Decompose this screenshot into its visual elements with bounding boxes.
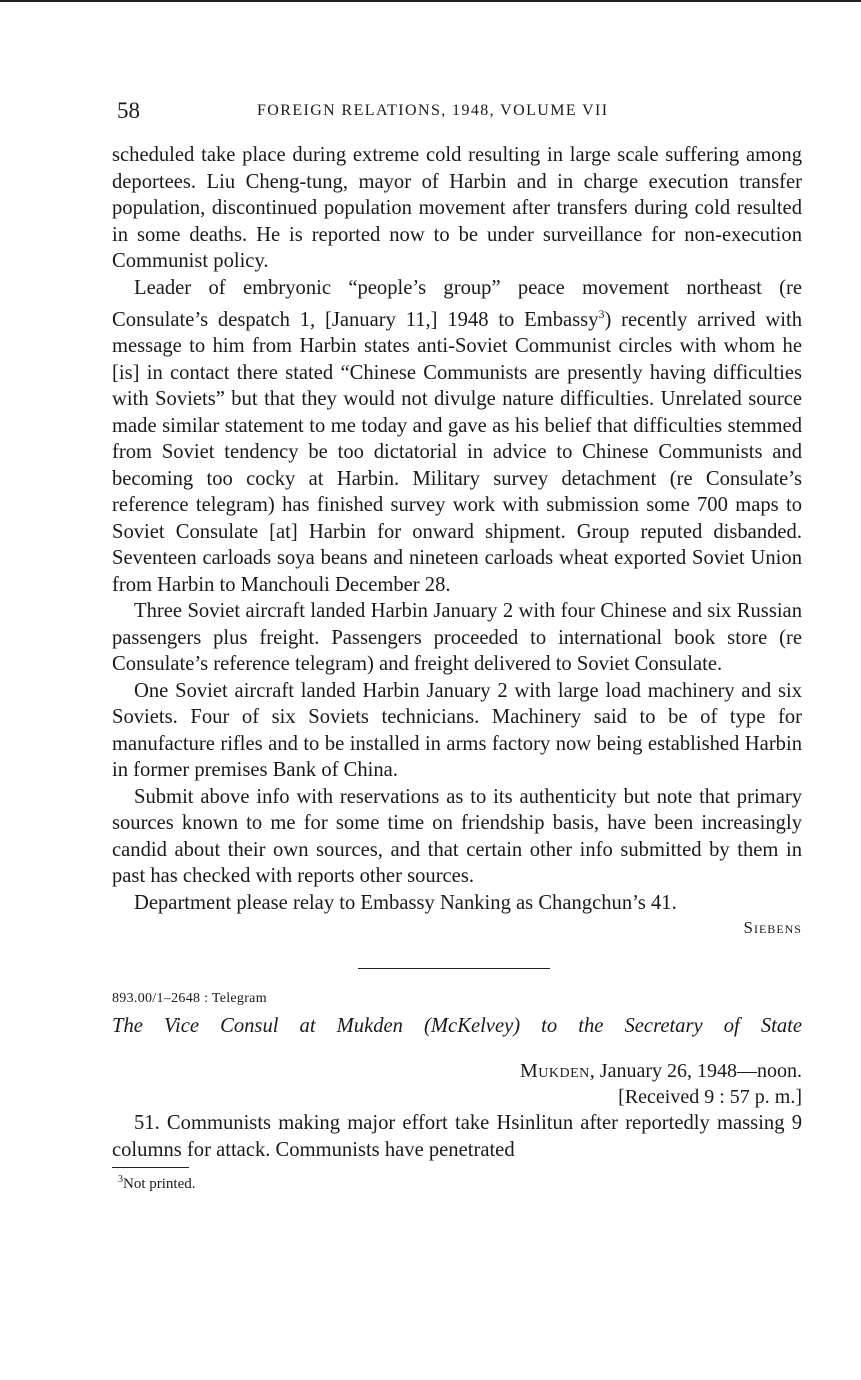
document-title: The Vice Consul at Mukden (McKelvey) to the Secretary of State [112,1015,802,1038]
dateline-place: Mukden [520,1060,590,1083]
paragraph-2-part-b: ) recently arrived with message to him from Harbin states anti-Soviet Communist circles with whom he [is] in contact there stated “Chinese Communists are presently having difficulties with Soviets” but that they would not divulge nature difficulties. Unrelated source made similar statement to me today and gave as his belief that difficulties stemmed from Soviet tendency be too dictatorial in advice to Chinese Communists and becoming too cocky at Harbin. Military survey detachment (re Consulate’s reference telegram) has finished survey work with submission some 700 maps to Soviet Consulate [at] Harbin for onward shipment. Group reputed disbanded. Seventeen carloads soya beans and nineteen carloads wheat exported Soviet Union from Harbin to Manchouli December 28. [112,308,802,596]
paragraph-5: Submit above info with reservations as to its authenticity but note that primary sources known to me for some time on friendship basis, have been increasingly candid about their own sources, and that certain other info submitted by them in past has checked with reports other sources. [112,785,802,888]
dateline-time: , January 26, 1948—noon. [589,1060,802,1083]
footnote [118,1174,802,1193]
signature: Siebens [743,918,802,938]
page [112,98,802,1193]
page-header [112,98,802,128]
paragraph-2 [112,275,802,599]
paragraph-4: One Soviet aircraft landed Harbin January 2 with large load machinery and six Soviets. Four of six Soviets technicians. Machinery said to be of type for manufacture rifles and to be installed in arms factory now being established Harbin in former premises Bank of China. [112,679,802,782]
telegram-body [112,142,802,940]
file-reference: 893.00/1–2648 : Telegram [112,991,267,1007]
running-head: FOREIGN RELATIONS, 1948, VOLUME VII [257,102,609,119]
section-divider [358,968,550,969]
received-time: [Received 9 : 57 p. m.] [618,1086,802,1109]
footnote-text: Not printed. [123,1176,196,1193]
footnote-ref-3: 3 [598,307,605,321]
telegram-51-body [112,1110,802,1163]
paragraph-6: Department please relay to Embassy Nanking as Changchun’s 41. [134,891,677,914]
paragraph-1: scheduled take place during extreme cold resulting in large scale suffering among deportees. Liu Cheng-tung, mayor of Harbin and in charge execution transfer population, discontinued population movement after transfers during cold resulted in some deaths. He is reported now to be under surveillance for non-execution Communist policy. [112,144,802,272]
paragraph-2-part-a: Leader of embryonic “people’s group” peace movement northeast (re Consulate’s despatch 1, [January 11,] 1948 to Embassy [112,276,802,331]
page-number: 58 [117,98,140,123]
telegram-51-paragraph: 51. Communists making major effort take Hsinlitun after reportedly massing 9 columns for attack. Communists have penetrated [112,1112,802,1161]
top-rule [0,0,861,2]
dateline-date [112,1058,802,1084]
footnote-rule [112,1167,189,1168]
footnote-marker: 3 [118,1174,123,1186]
paragraph-3: Three Soviet aircraft landed Harbin January 2 with four Chinese and six Russian passengers plus freight. Passengers proceeded to international book store (re Consulate’s reference telegram) and freight delivered to Soviet Consulate. [112,600,802,676]
dateline [112,1058,802,1110]
